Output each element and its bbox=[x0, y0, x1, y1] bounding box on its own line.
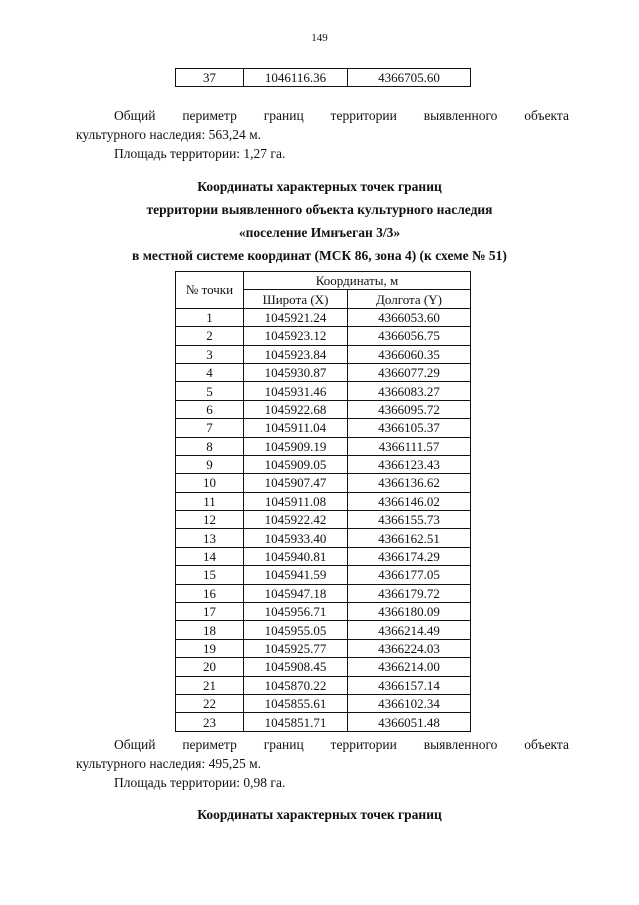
table-row bbox=[176, 492, 471, 510]
table-body bbox=[176, 308, 471, 731]
lon-cell: 4366177.05 bbox=[348, 566, 471, 584]
lon-cell: 4366095.72 bbox=[348, 400, 471, 418]
lon-cell: 4366051.48 bbox=[348, 713, 471, 731]
lat-cell: 1045911.04 bbox=[244, 419, 348, 437]
lon-cell: 4366180.09 bbox=[348, 603, 471, 621]
table-row bbox=[176, 713, 471, 731]
table-row bbox=[176, 621, 471, 639]
lon-cell: 4366214.00 bbox=[348, 658, 471, 676]
point-cell: 4 bbox=[176, 363, 244, 381]
lon-cell: 4366155.73 bbox=[348, 511, 471, 529]
table-row bbox=[176, 547, 471, 565]
lat-cell: 1045956.71 bbox=[244, 603, 348, 621]
lat-cell: 1045933.40 bbox=[244, 529, 348, 547]
lon-cell: 4366179.72 bbox=[348, 584, 471, 602]
table-header-row bbox=[176, 272, 471, 290]
lat-cell: 1045851.71 bbox=[244, 713, 348, 731]
lat-cell: 1045907.47 bbox=[244, 474, 348, 492]
section-heading-1 bbox=[0, 175, 639, 267]
lon-cell: 4366105.37 bbox=[348, 419, 471, 437]
point-cell: 23 bbox=[176, 713, 244, 731]
point-cell: 1 bbox=[176, 308, 244, 326]
perimeter-value: культурного наследия: 495,25 м. bbox=[76, 756, 262, 771]
heading-line: «поселение Имнъеган 3/3» bbox=[238, 225, 401, 240]
point-cell: 22 bbox=[176, 694, 244, 712]
lat-cell: 1045921.24 bbox=[244, 308, 348, 326]
lat-cell: 1045947.18 bbox=[244, 584, 348, 602]
table-row bbox=[176, 566, 471, 584]
lat-cell: 1045941.59 bbox=[244, 566, 348, 584]
table-row bbox=[176, 529, 471, 547]
perimeter-paragraph-2 bbox=[76, 735, 569, 792]
point-cell: 14 bbox=[176, 547, 244, 565]
lat-cell: 1045908.45 bbox=[244, 658, 348, 676]
table-row bbox=[176, 382, 471, 400]
page-number: 149 bbox=[311, 32, 328, 44]
lon-cell: 4366083.27 bbox=[348, 382, 471, 400]
point-cell: 15 bbox=[176, 566, 244, 584]
lon-cell: 4366146.02 bbox=[348, 492, 471, 510]
table-row bbox=[176, 676, 471, 694]
point-cell: 6 bbox=[176, 400, 244, 418]
table-row bbox=[176, 694, 471, 712]
table-row bbox=[176, 639, 471, 657]
point-cell: 5 bbox=[176, 382, 244, 400]
point-cell: 18 bbox=[176, 621, 244, 639]
point-cell: 12 bbox=[176, 511, 244, 529]
lon-cell: 4366056.75 bbox=[348, 327, 471, 345]
lon-cell: 4366102.34 bbox=[348, 694, 471, 712]
lon-cell: 4366136.62 bbox=[348, 474, 471, 492]
lon-cell: 4366157.14 bbox=[348, 676, 471, 694]
point-cell: 19 bbox=[176, 639, 244, 657]
lon-cell: 4366705.60 bbox=[348, 69, 471, 87]
lat-cell: 1045955.05 bbox=[244, 621, 348, 639]
lon-cell: 4366162.51 bbox=[348, 529, 471, 547]
lat-cell: 1045911.08 bbox=[244, 492, 348, 510]
lon-cell: 4366123.43 bbox=[348, 455, 471, 473]
lat-cell: 1045909.19 bbox=[244, 437, 348, 455]
lon-cell: 4366053.60 bbox=[348, 308, 471, 326]
point-cell: 37 bbox=[176, 69, 244, 87]
table-row bbox=[176, 345, 471, 363]
point-cell: 13 bbox=[176, 529, 244, 547]
table-row bbox=[176, 419, 471, 437]
header-lat: Широта (X) bbox=[244, 290, 348, 308]
perimeter-value: культурного наследия: 563,24 м. bbox=[76, 127, 262, 142]
header-coordinates: Координаты, м bbox=[244, 272, 471, 290]
perimeter-paragraph-1 bbox=[76, 106, 569, 163]
table-row bbox=[176, 363, 471, 381]
point-cell: 16 bbox=[176, 584, 244, 602]
lat-cell: 1045923.12 bbox=[244, 327, 348, 345]
area-text: Площадь территории: 0,98 га. bbox=[114, 775, 286, 790]
lon-cell: 4366224.03 bbox=[348, 639, 471, 657]
lon-cell: 4366060.35 bbox=[348, 345, 471, 363]
header-point: № точки bbox=[176, 272, 244, 309]
perimeter-line: Общий периметр границ территории выявленного объекта bbox=[114, 737, 569, 752]
table-row bbox=[176, 584, 471, 602]
lon-cell: 4366077.29 bbox=[348, 363, 471, 381]
perimeter-line: Общий периметр границ территории выявленного объекта bbox=[114, 108, 569, 123]
lat-cell: 1045925.77 bbox=[244, 639, 348, 657]
coordinates-table bbox=[175, 271, 471, 732]
table-row bbox=[176, 658, 471, 676]
point-cell: 9 bbox=[176, 455, 244, 473]
point-cell: 7 bbox=[176, 419, 244, 437]
lon-cell: 4366111.57 bbox=[348, 437, 471, 455]
lat-cell: 1045930.87 bbox=[244, 363, 348, 381]
lat-cell: 1045922.68 bbox=[244, 400, 348, 418]
point-cell: 11 bbox=[176, 492, 244, 510]
table-row bbox=[176, 511, 471, 529]
table-row bbox=[176, 69, 471, 87]
lat-cell: 1045922.42 bbox=[244, 511, 348, 529]
table-row bbox=[176, 437, 471, 455]
heading-line: Координаты характерных точек границ bbox=[197, 807, 442, 822]
table-row bbox=[176, 400, 471, 418]
table-row bbox=[176, 603, 471, 621]
section-heading-2 bbox=[0, 803, 639, 826]
heading-line: Координаты характерных точек границ bbox=[197, 179, 442, 194]
point-cell: 8 bbox=[176, 437, 244, 455]
lon-cell: 4366174.29 bbox=[348, 547, 471, 565]
table-row bbox=[176, 308, 471, 326]
point-cell: 10 bbox=[176, 474, 244, 492]
lat-cell: 1045870.22 bbox=[244, 676, 348, 694]
point-cell: 20 bbox=[176, 658, 244, 676]
point-cell: 3 bbox=[176, 345, 244, 363]
lat-cell: 1045923.84 bbox=[244, 345, 348, 363]
continuation-table bbox=[175, 68, 471, 87]
lat-cell: 1046116.36 bbox=[244, 69, 348, 87]
lat-cell: 1045909.05 bbox=[244, 455, 348, 473]
point-cell: 21 bbox=[176, 676, 244, 694]
area-text: Площадь территории: 1,27 га. bbox=[114, 146, 286, 161]
lon-cell: 4366214.49 bbox=[348, 621, 471, 639]
heading-line: в местной системе координат (МСК 86, зона 4) (к схеме № 51) bbox=[132, 248, 507, 263]
point-cell: 2 bbox=[176, 327, 244, 345]
lat-cell: 1045940.81 bbox=[244, 547, 348, 565]
table-row bbox=[176, 327, 471, 345]
lat-cell: 1045931.46 bbox=[244, 382, 348, 400]
table-row bbox=[176, 474, 471, 492]
lat-cell: 1045855.61 bbox=[244, 694, 348, 712]
table-row bbox=[176, 455, 471, 473]
header-lon: Долгота (Y) bbox=[348, 290, 471, 308]
heading-line: территории выявленного объекта культурного наследия bbox=[146, 202, 493, 217]
point-cell: 17 bbox=[176, 603, 244, 621]
